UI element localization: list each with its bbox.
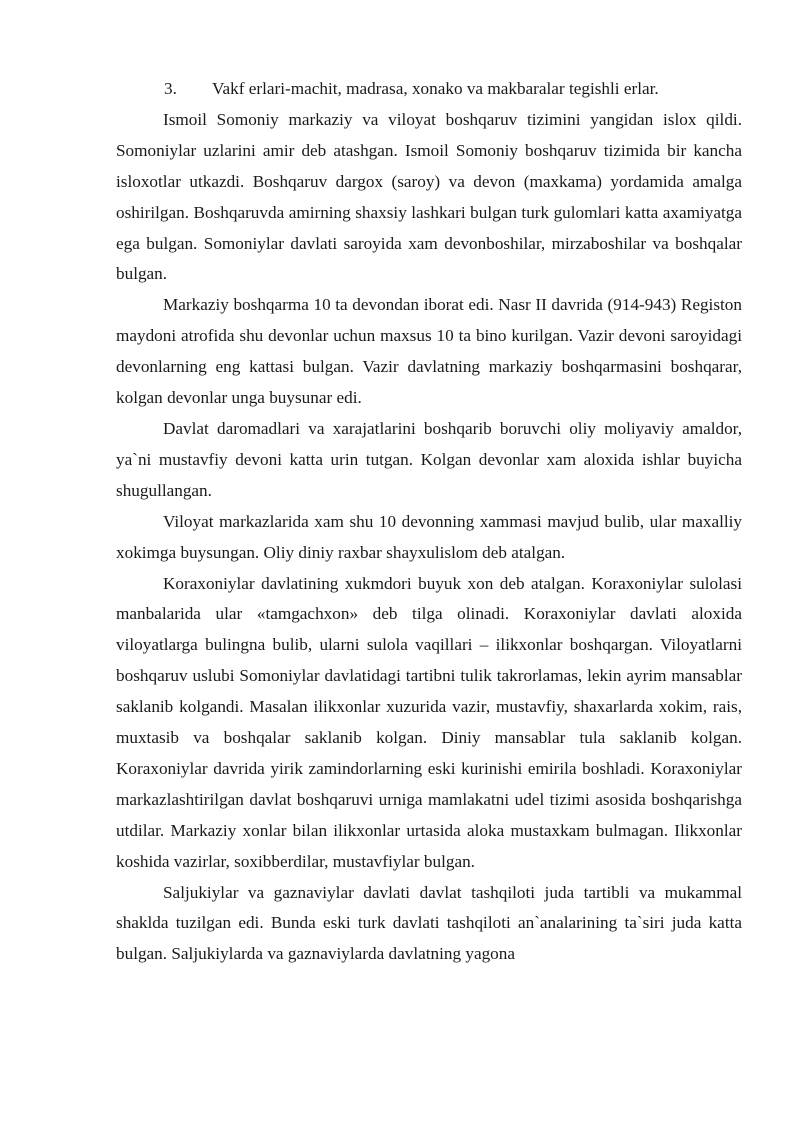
paragraph-koraxoniylar: Koraxoniylar davlatining xukmdori buyuk xon deb atalgan. Koraxoniylar sulolasi manbalarida ular «tamgachxon» deb tilga olinadi. Koraxoniylar davlati aloxida viloyatlarga bulingna bulib, ularni sulola vaqillari – ilikxonlar boshqargan. Viloyatlarni boshqaruv uslubi Somoniylar davlatidagi tartibni tulik takrorlamas, lekin ayrim mansablar saklanib kolgandi. Masalan ilikxonlar xuzurida vazir, mustavfiy, shaxarlarda xokim, rais, muxtasib va boshqalar saklanib kolgan. Diniy mansablar tula saklanib kolgan. Koraxoniylar davrida yirik zamindorlarning eski kurinishi emirila boshladi. Koraxoniylar markazlashtirilgan davlat boshqaruvi urniga mamlakatni udel tizimi asosida boshqarishga utdilar. Markaziy xonlar bilan ilikxonlar urtasida aloka mustaxkam bulmagan. Ilikxonlar koshida vazirlar, soxibberdilar, mustavfiylar bulgan. <box>116 573 742 871</box>
list-item-number: 3. <box>164 79 177 98</box>
list-item-3 <box>116 74 742 105</box>
paragraph-somoniylar-boshqaruv: Ismoil Somoniy markaziy va viloyat boshqaruv tizimini yangidan islox qildi. Somoniylar uzlarini amir deb atashgan. Ismoil Somoniy boshqaruv tizimida bir kancha isloxotlar utkazdi. Boshqaruv dargox (saroy) va devon (maxkama) yordamida amalga oshirilgan. Boshqaruvda amirning shaxsiy lashkari bulgan turk gulomlari katta axamiyatga ega bulgan. Somoniylar davlati saroyida xam devonboshilar, mirzaboshilar va boshqalar bulgan. <box>116 109 742 284</box>
paragraph-saljukiylar-gaznaviylar: Saljukiylar va gaznaviylar davlati davlat tashqiloti juda tartibli va mukammal shaklda tuzilgan edi. Bunda eski turk davlati tashqiloti an`analarining ta`siri juda katta bulgan. Saljukiylarda va gaznaviylarda davlatning yagona <box>116 882 742 964</box>
paragraph-davlat-daromadlari: Davlat daromadlari va xarajatlarini boshqarib boruvchi oliy moliyaviy amaldor, ya`ni mustavfiy devoni katta urin tutgan. Kolgan devonlar xam aloxida ishlar buyicha shugullangan. <box>116 418 742 500</box>
document-body <box>116 74 742 970</box>
paragraph-viloyat-markazlari: Viloyat markazlarida xam shu 10 devonning xammasi mavjud bulib, ular maxalliy xokimga buysungan. Oliy diniy raxbar shayxulislom deb atalgan. <box>116 511 742 562</box>
list-item-text: Vakf erlari-machit, madrasa, xonako va makbaralar tegishli erlar. <box>212 79 659 98</box>
paragraph-markaziy-boshqarma: Markaziy boshqarma 10 ta devondan iborat edi. Nasr II davrida (914-943) Registon maydoni atrofida shu devonlar uchun maxsus 10 ta bino kurilgan. Vazir devoni saroyidagi devonlarning eng kattasi bulgan. Vazir davlatning markaziy boshqarmasini boshqarar, kolgan devonlar unga buysunar edi. <box>116 295 742 408</box>
